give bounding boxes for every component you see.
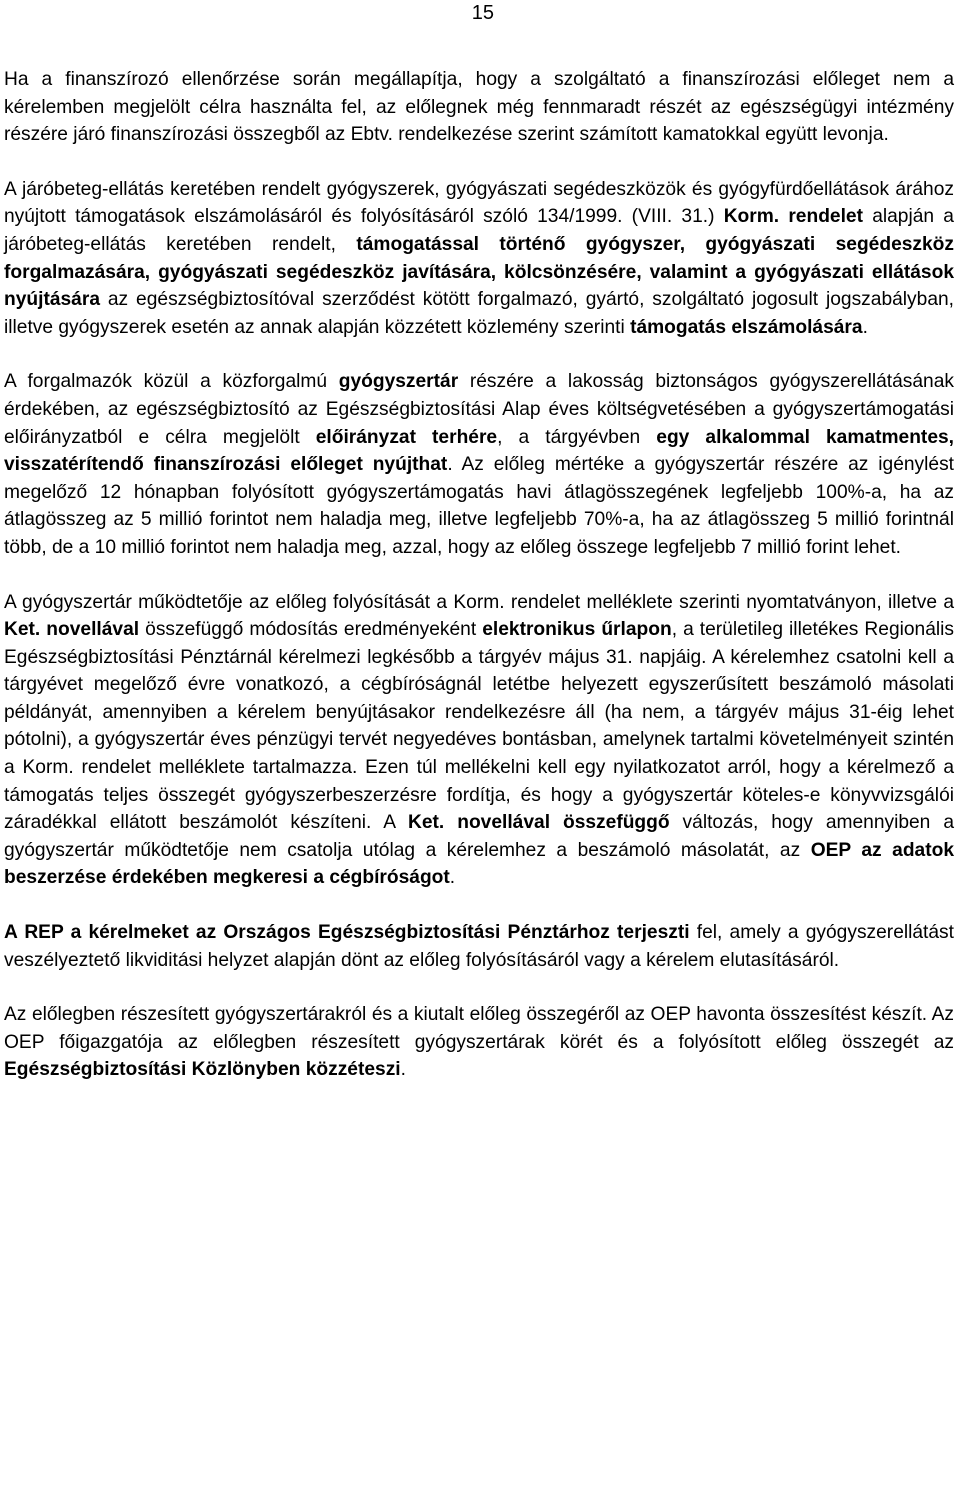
text-run: fel, amely a gyógyszerellátást veszélyeztető likviditási helyzet alapján dönt az előleg folyósításáról vagy a kérelem elutasításáról. xyxy=(4,922,954,971)
bold-text-run: OEP az adatok beszerzése érdekében megkeresi a cégbíróságot xyxy=(4,839,954,889)
bold-text-run: Ket. novellával összefüggő xyxy=(408,812,670,834)
text-run: , a területileg illetékes Regionális Egészségbiztosítási Pénztárnál kérelmezi legkésőbb a tárgyév május 31. napjáig. A kérelemhez csatolni kell a tárgyévet megelőző évre vonatkozó, a cégbíróságnál letétbe helyezett egyszerűsített beszámoló másolati példányát, amennyiben a kérelem benyújtásakor rendelkezésre áll (ha nem, a tárgyév május 31-éig lehet pótolni), a gyógyszertár éves pénzügyi tervét negyedéves bontásban, amelynek tartalmi követelményeit szintén a Korm. rendelet melléklete tartalmazza. Ezen túl mellékelni kell egy nyilatkozatot arról, hogy a kérelmező a támogatás teljes összegét gyógyszerbeszerzésre fordítja, és hogy a gyógyszertár köteles-e könyvvizsgálói záradékkal ellátott beszámolót készíteni. A xyxy=(4,619,955,834)
bold-text-run: A REP a kérelmeket az Országos Egészségbiztosítási Pénztárhoz terjeszti xyxy=(4,922,690,944)
bold-text-run: elektronikus űrlapon xyxy=(482,619,672,641)
text-run: változás, hogy amennyiben a gyógyszertár működtetője nem csatolja utólag a kérelemhez a beszámoló másolatát, az xyxy=(4,812,954,861)
paragraph xyxy=(4,368,954,561)
text-run: összefüggő módosítás eredményeként xyxy=(139,619,483,641)
text-run: . xyxy=(862,316,868,338)
text-run: , a tárgyévben xyxy=(497,426,657,448)
text-run: alapján a járóbeteg-ellátás keretében rendelt, xyxy=(4,206,954,255)
paragraph xyxy=(4,66,954,149)
text-run: A forgalmazók közül a közforgalmú xyxy=(4,371,339,393)
bold-text-run: Egészségbiztosítási Közlönyben közzéteszi xyxy=(4,1059,401,1081)
bold-text-run: gyógyszertár xyxy=(338,371,459,393)
text-run: A járóbeteg-ellátás keretében rendelt gyógyszerek, gyógyászati segédeszközök és gyógyfürdőellátások árához nyújtott támogatások elszámolásáról és folyósításáról szóló 134/1999. (VIII. 31.) xyxy=(4,178,954,228)
paragraph xyxy=(4,1001,954,1084)
text-run: A gyógyszertár működtetője az előleg folyósítását a Korm. rendelet melléklete szerinti nyomtatványon, illetve a xyxy=(4,591,954,613)
paragraph xyxy=(4,589,954,893)
text-run: Ha a finanszírozó ellenőrzése során megállapítja, hogy a szolgáltató a finanszírozási előleget nem a kérelemben megjelölt célra használta fel, az előlegnek még fennmaradt részét az egészségügyi intézmény részére járó finanszírozási összegből az Ebtv. rendelkezése szerint számított kamatokkal együtt levonja. xyxy=(4,69,954,146)
paragraph xyxy=(4,176,954,342)
page-number: 15 xyxy=(471,2,494,24)
text-run: Az előlegben részesített gyógyszertárakról és a kiutalt előleg összegéről az OEP havonta összesítést készít. Az OEP főigazgatója az előlegben részesített gyógyszertárak körét és a folyósított előleg összegét az xyxy=(4,1004,954,1053)
bold-text-run: egy alkalommal kamatmentes, visszatérítendő finanszírozási előleget nyújthat xyxy=(4,426,954,476)
bold-text-run: támogatással történő gyógyszer, gyógyászati segédeszköz forgalmazására, gyógyászati segédeszköz javítására, kölcsönzésére, valamint a gyógyászati ellátások nyújtására xyxy=(4,233,954,311)
bold-text-run: támogatás elszámolására xyxy=(630,316,863,338)
bold-text-run: Ket. novellával xyxy=(4,619,140,641)
paragraph xyxy=(4,919,954,974)
text-run: az egészségbiztosítóval szerződést kötött forgalmazó, gyártó, szolgáltató jogosult jogszabályban, illetve gyógyszerek esetén az annak alapján közzétett közlemény szerinti xyxy=(4,289,954,338)
bold-text-run: Korm. rendelet xyxy=(723,206,863,228)
text-run: . Az előleg mértéke a gyógyszertár részére az igénylést megelőző 12 hónapban folyósított gyógyszertámogatás havi átlagösszegének legfeljebb 100%-a, ha az átlagösszeg az 5 millió forintot nem haladja meg, illetve legfeljebb 70%-a, ha az átlagösszeg 5 millió forintnál több, de a 10 millió forintot nem haladja meg, azzal, hogy az előleg összege legfeljebb 7 millió forint lehet. xyxy=(4,454,954,558)
text-run: . xyxy=(449,867,456,889)
text-run: . xyxy=(400,1059,406,1081)
bold-text-run: előirányzat terhére xyxy=(315,426,498,448)
text-run: részére a lakosság biztonságos gyógyszerellátásának érdekében, az egészségbiztosító az Egészségbiztosítási Alap éves költségvetésében a gyógyszertámogatási előirányzatból e célra megjelölt xyxy=(4,371,954,448)
document-body xyxy=(4,66,954,1111)
